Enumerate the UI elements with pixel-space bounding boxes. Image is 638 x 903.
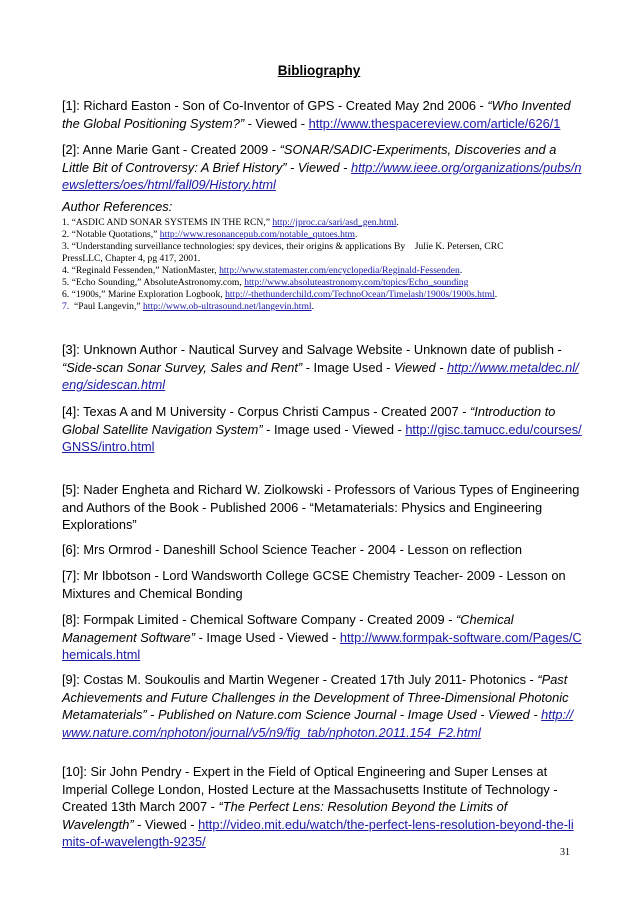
reference-9-link[interactable]: http://www.nature.com/nphoton/journal/v5/n9/fig_tab/nphoton.2011.154_F2.html	[62, 707, 574, 740]
reference-6: [6]: Mrs Ormrod - Daneshill School Science Teacher - 2004 - Lesson on reflection	[62, 542, 522, 557]
author-ref-3-cont: PressLLC, Chapter 4, pg 417, 2001.	[62, 253, 201, 264]
author-ref-1-link[interactable]: http://jproc.ca/sari/asd_gen.html	[272, 217, 397, 228]
page-number: 31	[560, 847, 570, 858]
author-ref-2-link[interactable]: http://www.resonancepub.com/notable_qutoes.htm	[159, 229, 355, 240]
author-ref-4-link[interactable]: http://www.statemaster.com/encyclopedia/Reginald-Fessenden	[219, 265, 460, 276]
reference-5: [5]: Nader Engheta and Richard W. Ziolkowski - Professors of Various Types of Engineering and Authors of the Book - Published 2006 - “Metamaterials: Physics and Engineering Explorations”	[62, 482, 580, 532]
reference-7: [7]: Mr Ibbotson - Lord Wandsworth College GCSE Chemistry Teacher- 2009 - Lesson on Mixtures and Chemical Bonding	[62, 568, 566, 601]
reference-4: [4]: Texas A and M University - Corpus Christi Campus - Created 2007 - “Introduction to Global Satellite Navigation System” - Image used - Viewed - http://gisc.tamucc.edu/courses/GNSS/intro.html	[62, 404, 582, 454]
reference-3-link[interactable]: http://www.metaldec.nl/eng/sidescan.html	[62, 359, 579, 392]
author-references-heading: Author References:	[62, 199, 173, 214]
reference-1: [1]: Richard Easton - Son of Co-Inventor of GPS - Created May 2nd 2006 - “Who Invented the Global Positioning System?” - Viewed - http://www.thespacereview.com/article/626/1	[62, 98, 571, 131]
author-ref-6-link[interactable]: http://-thethunderchild.com/TechnoOcean/Timelash/1900s/1900s.html	[225, 289, 495, 300]
reference-9: [9]: Costas M. Soukoulis and Martin Wegener - Created 17th July 2011- Photonics - “Past Achievements and Future Challenges in the Development of Three-Dimensional Photonic Metamaterials” - Published on Nature.com Science Journal - Image Used - Viewed - http://www.nature.com/nphoton/journal/v5/n9/fig_tab/nphoton.2011.154_F2.html	[62, 672, 574, 740]
author-ref-5: 5. “Echo Sounding,” AbsoluteAstronomy.com, http://www.absoluteastronomy.com/topics/Echo_sounding	[62, 277, 469, 288]
author-ref-6: 6. “1900s,” Marine Exploration Logbook, http://-thethunderchild.com/TechnoOcean/Timelash/1900s/1900s.html.	[62, 289, 498, 300]
author-ref-4: 4. “Reginald Fessenden,” NationMaster, http://www.statemaster.com/encyclopedia/Reginald-Fessenden.	[62, 265, 463, 276]
author-ref-1: 1. “ASDIC AND SONAR SYSTEMS IN THE RCN,” http://jproc.ca/sari/asd_gen.html.	[62, 217, 399, 228]
author-ref-5-link[interactable]: http://www.absoluteastronomy.com/topics/Echo_sounding	[244, 277, 469, 288]
reference-2-link[interactable]: http://www.ieee.org/organizations/pubs/newsletters/oes/html/fall09/History.html	[62, 159, 582, 192]
reference-4-link[interactable]: http://gisc.tamucc.edu/courses/GNSS/intro.html	[62, 421, 582, 454]
page-title: Bibliography	[277, 63, 361, 78]
reference-8-link[interactable]: http://www.formpak-software.com/Pages/Chemicals.html	[62, 629, 582, 662]
author-ref-7: 7. “Paul Langevin,” http://www.ob-ultrasound.net/langevin.html.	[62, 301, 314, 312]
reference-2: [2]: Anne Marie Gant - Created 2009 - “SONAR/SADIC-Experiments, Discoveries and a Little Bit of Controversy: A Brief History” - Viewed - http://www.ieee.org/organizations/pubs/newsletters/oes/html/fall09/History.html	[62, 142, 582, 192]
reference-10-link[interactable]: http://video.mit.edu/watch/the-perfect-lens-resolution-beyond-the-limits-of-wavelength-9235/	[62, 816, 574, 849]
author-ref-2: 2. “Notable Quotations,” http://www.resonancepub.com/notable_qutoes.htm.	[62, 229, 358, 240]
author-ref-7-link[interactable]: http://www.ob-ultrasound.net/langevin.html	[143, 301, 312, 312]
reference-1-link[interactable]: http://www.thespacereview.com/article/626/1	[308, 115, 561, 131]
reference-3: [3]: Unknown Author - Nautical Survey and Salvage Website - Unknown date of publish - “Side-scan Sonar Survey, Sales and Rent” - Image Used - Viewed - http://www.metaldec.nl/eng/sidescan.html	[62, 342, 579, 392]
reference-10: [10]: Sir John Pendry - Expert in the Field of Optical Engineering and Super Lenses at Imperial College London, Hosted Lecture at the Massachusetts Institute of Technology - Created 13th March 2007 - “The Perfect Lens: Resolution Beyond the Limits of Wavelength” - Viewed - http://video.mit.edu/watch/the-perfect-lens-resolution-beyond-the-limits-of-wavelength-9235/	[62, 764, 574, 849]
author-ref-3: 3. “Understanding surveillance technologies: spy devices, their origins & applications By Julie K. Petersen, CRC	[62, 241, 504, 252]
reference-8: [8]: Formpak Limited - Chemical Software Company - Created 2009 - “Chemical Management Software” - Image Used - Viewed - http://www.formpak-software.com/Pages/Chemicals.html	[62, 612, 582, 662]
